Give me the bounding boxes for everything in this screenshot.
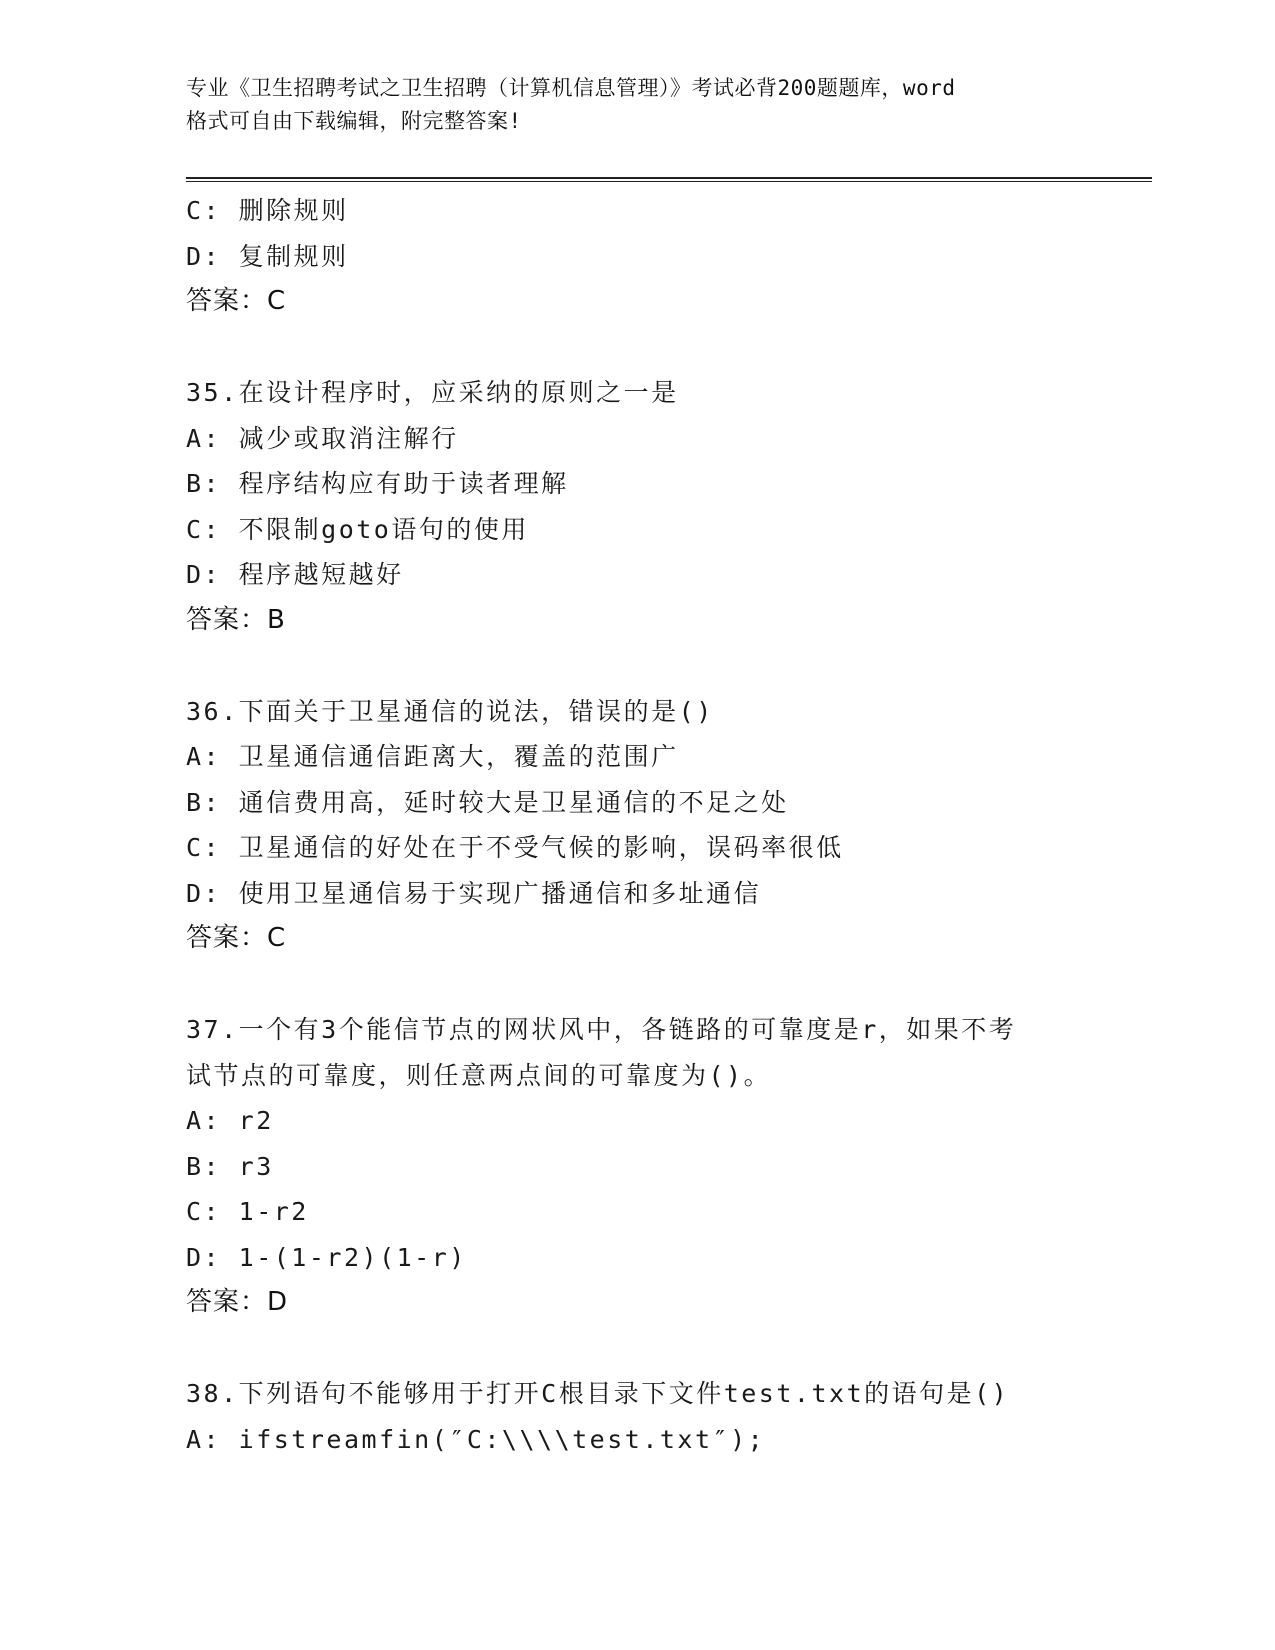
- option-b: B: 程序结构应有助于读者理解: [186, 469, 569, 498]
- question-text-line-1: 37.一个有3个能信节点的网状风中，各链路的可靠度是r，如果不考: [186, 1015, 1017, 1044]
- spacer: [186, 643, 1152, 689]
- answer: 答案：D: [186, 1287, 289, 1317]
- option-a: A: r2: [186, 1106, 274, 1135]
- header-line-2: 格式可自由下载编辑，附完整答案!: [186, 109, 522, 133]
- option-a: A: 卫星通信通信距离大，覆盖的范围广: [186, 742, 679, 771]
- answer: 答案：B: [186, 604, 286, 635]
- header-line-1: 专业《卫生招聘考试之卫生招聘（计算机信息管理）》考试必背200题题库，word: [186, 76, 956, 100]
- header-divider: [186, 177, 1152, 182]
- question-list: [186, 188, 1152, 1462]
- document-header: [186, 72, 1106, 138]
- question-text: 36.下面关于卫星通信的说法，错误的是(): [186, 696, 714, 726]
- option-b: B: r3: [186, 1151, 274, 1181]
- question-36: [186, 689, 1152, 962]
- option-d: D: 程序越短越好: [186, 560, 404, 589]
- answer: 答案：C: [186, 286, 287, 316]
- option-a: A: 减少或取消注解行: [186, 423, 459, 453]
- option-b: B: 通信费用高，延时较大是卫星通信的不足之处: [186, 787, 789, 817]
- spacer: [186, 962, 1152, 1008]
- question-34: [186, 188, 1152, 325]
- option-c: C: 不限制goto语句的使用: [186, 514, 529, 544]
- question-text-line-2: 试节点的可靠度，则任意两点间的可靠度为()。: [186, 1060, 772, 1090]
- option-d: D: 使用卫星通信易于实现广播通信和多址通信: [186, 878, 762, 908]
- option-d: D: 复制规则: [186, 241, 349, 271]
- option-c: C: 卫星通信的好处在于不受气候的影响，误码率很低: [186, 833, 844, 862]
- option-c: C: 删除规则: [186, 196, 349, 225]
- spacer: [186, 1326, 1152, 1372]
- question-text: 35.在设计程序时，应采纳的原则之一是: [186, 378, 679, 407]
- option-c: C: 1-r2: [186, 1197, 309, 1226]
- answer: 答案：C: [186, 923, 287, 953]
- question-text: 38.下列语句不能够用于打开C根目录下文件test.txt的语句是(): [186, 1379, 1010, 1408]
- question-35: [186, 370, 1152, 643]
- spacer: [186, 325, 1152, 371]
- option-d: D: 1-(1-r2)(1-r): [186, 1242, 467, 1272]
- option-a: A: ifstreamfin(″C:\\\\test.txt″);: [186, 1424, 766, 1454]
- question-37: [186, 1007, 1152, 1326]
- question-38: [186, 1371, 1152, 1462]
